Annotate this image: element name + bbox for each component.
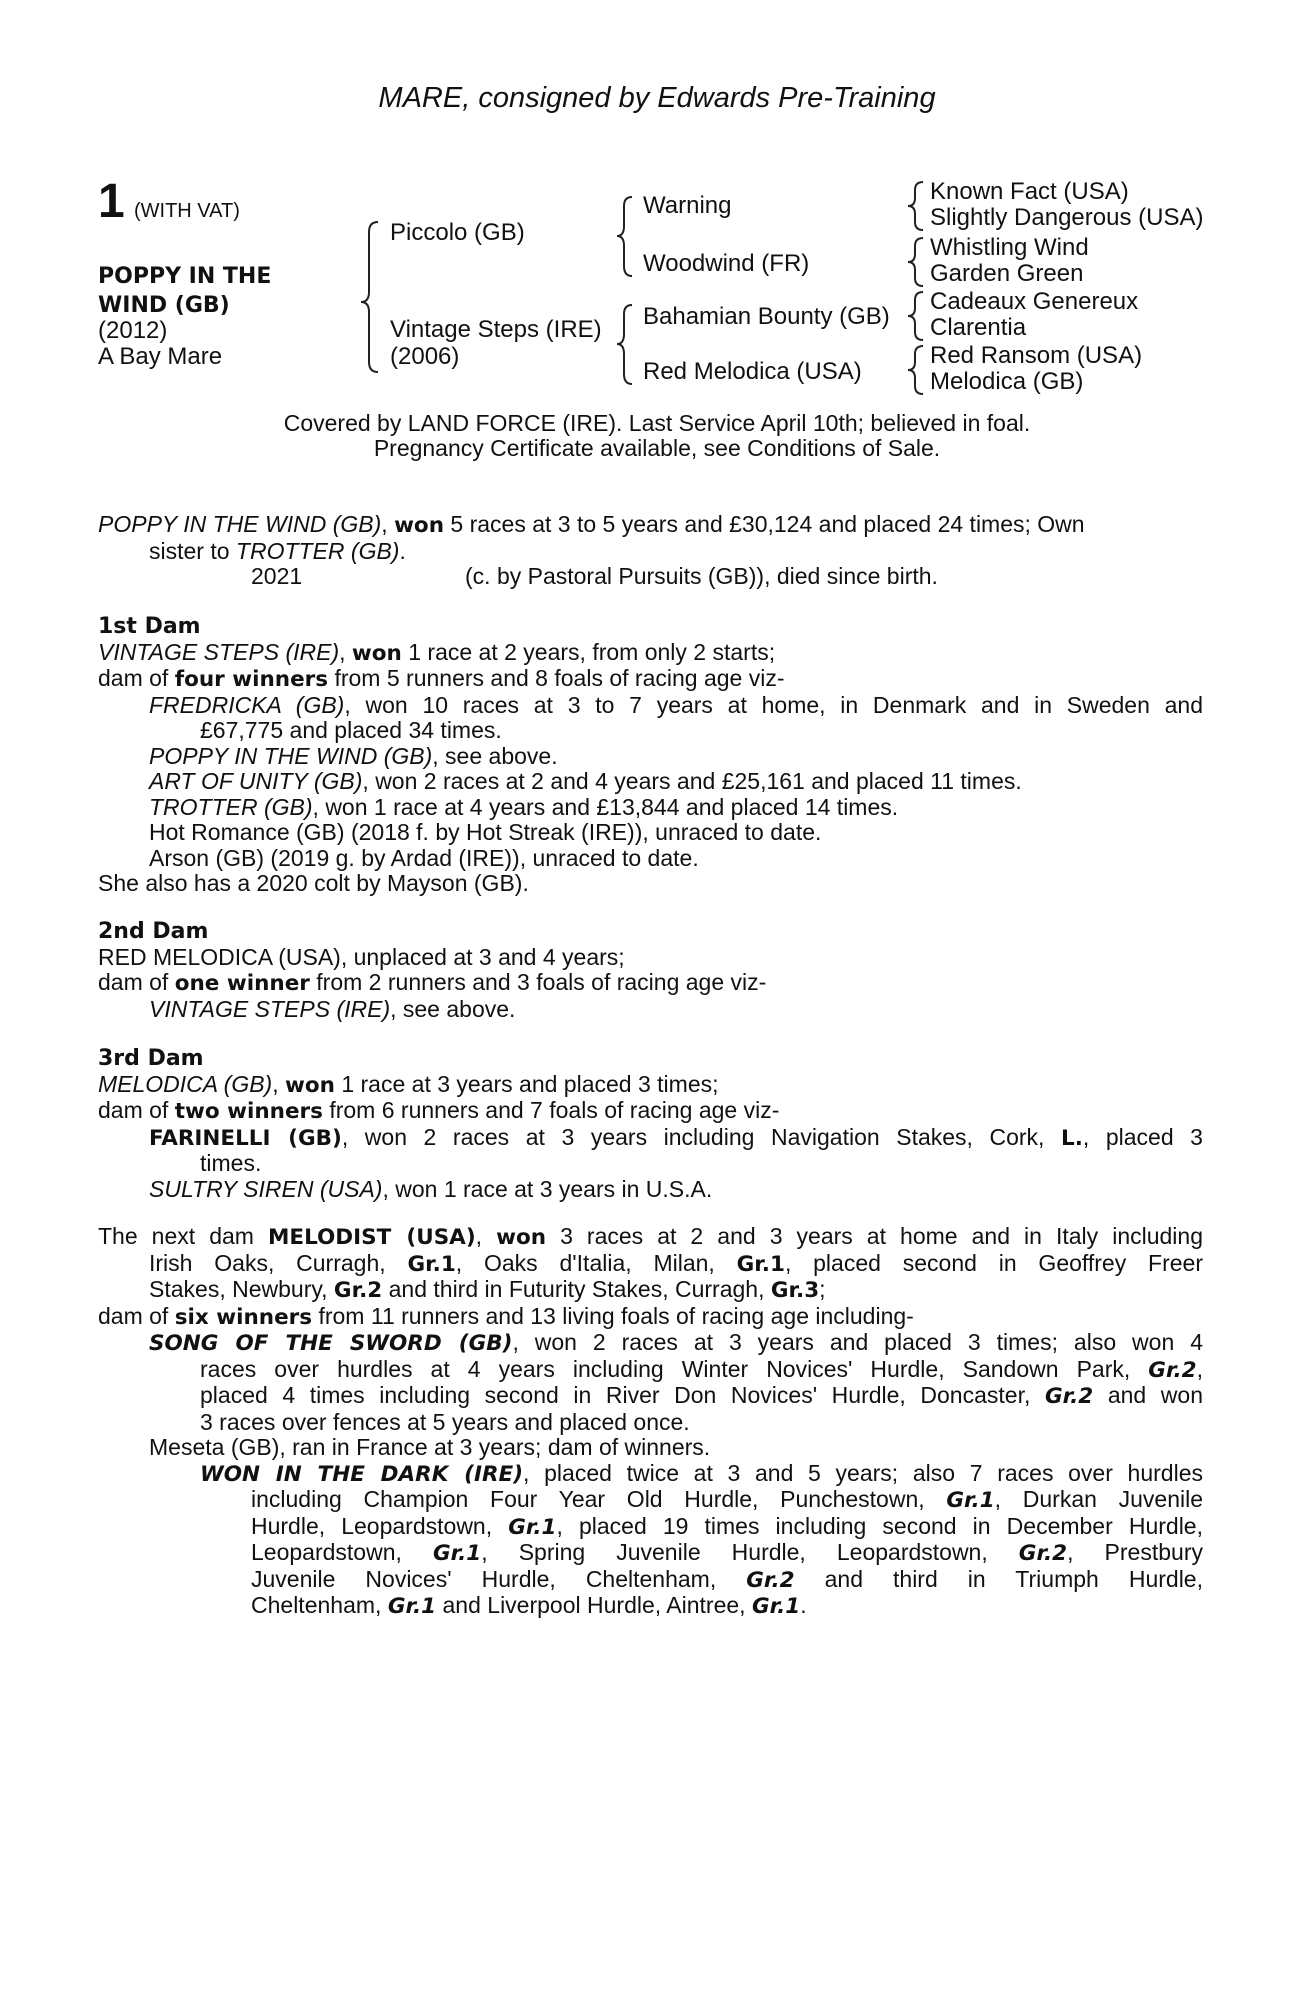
pedigree-sire: Piccolo (GB) (390, 219, 525, 246)
progeny-fredricka-text: , won 10 races at 3 to 7 years at home, in Denmark and in Sweden and (344, 691, 1203, 718)
group-label: Gr.1 (387, 1594, 437, 1619)
pedigree-dam-year: (2006) (390, 343, 460, 370)
progeny-farinelli-text: , won 2 races at 3 years including Navigation Stakes, Cork, (341, 1123, 1062, 1150)
song-text1: , won 2 races at 3 years and placed 3 times; also won 4 (512, 1329, 1203, 1355)
pedigree-sss: Known Fact (USA) (930, 178, 1129, 205)
progeny-arson: Arson (GB) (2019 g. by Ardad (IRE)), unraced to date. (149, 844, 699, 871)
won-text4a: Leopardstown, (251, 1539, 433, 1565)
pedigree-dds: Red Ransom (USA) (930, 342, 1143, 369)
pedigree-dam: Vintage Steps (IRE) (390, 316, 602, 343)
song-text3a: placed 4 times including second in River Don Novices' Hurdle, Doncaster, (200, 1382, 1045, 1408)
intro-sister-label: sister to (149, 537, 236, 564)
next-dam-text2b: , Oaks d'Italia, Milan, (455, 1249, 737, 1276)
pedigree-sire-sire: Warning (643, 192, 732, 219)
intro-won: won (394, 513, 445, 538)
pedigree-dss: Cadeaux Genereux (930, 288, 1139, 315)
progeny-farinelli: FARINELLI (GB) (149, 1125, 342, 1151)
covered-line1: Covered by LAND FORCE (IRE). Last Service April 10th; believed in foal. (283, 410, 1031, 436)
won-text1: , placed twice at 3 and 5 years; also 7 races over hurdles (523, 1459, 1203, 1486)
intro-horse-name: POPPY IN THE WIND (GB) (98, 511, 382, 537)
horse-year: (2012) (98, 317, 168, 344)
next-dam-text2a: Irish Oaks, Curragh, (149, 1249, 408, 1276)
page-header: MARE, consigned by Edwards Pre-Training (378, 82, 936, 114)
next-dam-name: MELODIST (USA) (267, 1225, 476, 1250)
next-dam-section (98, 1224, 1203, 1620)
song-text4: 3 races over fences at 5 years and placed once. (200, 1408, 690, 1435)
next-dam-text3b: and third in Futurity Stakes, Curragh, (382, 1276, 771, 1302)
winners-count: two winners (174, 1099, 323, 1124)
third-dam-name: MELODICA (GB) (98, 1070, 273, 1097)
first-dam-name: VINTAGE STEPS (IRE) (98, 638, 340, 665)
progeny-sultry-siren: SULTRY SIREN (USA) (149, 1175, 383, 1202)
first-dam-won: won (351, 640, 402, 666)
intro-paragraph: POPPY IN THE WIND (GB), won 5 races at 3 to 5 years and £30,124 and placed 24 times; Own sister to TROTTER (GB). 2021 (c. by Pastoral Pursuits (GB)), died since birth. (98, 511, 1085, 589)
dam-of-text: from 5 runners and 8 foals of racing age viz- (328, 665, 785, 691)
progeny-trotter-text: , won 1 race at 4 years and £13,844 and placed 14 times. (312, 793, 899, 820)
pedigree-sds: Whistling Wind (930, 234, 1089, 261)
group-label: Gr.1 (751, 1594, 801, 1619)
next-dam-text: 3 races at 2 and 3 years at home and in Italy including (546, 1223, 1203, 1249)
progeny-farinelli-text2: , placed 3 (1082, 1123, 1203, 1150)
progeny-fredricka-text2: £67,775 and placed 34 times. (200, 717, 502, 743)
pedigree-dsd: Clarentia (930, 314, 1027, 341)
won-text5b: and third in Triumph Hurdle, (794, 1565, 1203, 1592)
progeny-poppy-text: , see above. (432, 742, 558, 769)
won-text4c: , Prestbury (1067, 1539, 1203, 1565)
next-dam-text3a: Stakes, Newbury, (149, 1276, 334, 1302)
second-dam-line: RED MELODICA (USA), unplaced at 3 and 4 years; (98, 943, 625, 970)
progeny-won-in-the-dark: WON IN THE DARK (IRE) (200, 1461, 524, 1487)
second-dam-section (98, 919, 1203, 1022)
progeny-vintage-text: , see above. (390, 995, 516, 1022)
song-text2a: races over hurdles at 4 years including Winter Novices' Hurdle, Sandown Park, (200, 1355, 1149, 1382)
dam-of-text: from 6 runners and 7 foals of racing age viz- (322, 1097, 780, 1123)
progeny-vintage: VINTAGE STEPS (IRE) (149, 995, 391, 1022)
horse-name-line2: WIND (GB) (98, 293, 230, 318)
second-dam-heading: 2nd Dam (98, 919, 209, 944)
won-text5a: Juvenile Novices' Hurdle, Cheltenham, (251, 1565, 747, 1592)
progeny-poppy: POPPY IN THE WIND (GB) (149, 742, 433, 769)
horse-name-line1: POPPY IN THE (98, 264, 272, 289)
progeny-sultry-text: , won 1 race at 3 years in U.S.A. (382, 1175, 713, 1202)
won-text2a: including Champion Four Year Old Hurdle, Punchestown, (251, 1486, 947, 1512)
intro-period: . (399, 537, 406, 564)
won-text3a: Hurdle, Leopardstown, (251, 1512, 509, 1539)
group-label: Gr.1 (432, 1541, 482, 1566)
winners-count: six winners (174, 1304, 313, 1330)
dam-of-text: from 11 runners and 13 living foals of racing age including- (312, 1302, 914, 1329)
progeny-hot-romance: Hot Romance (GB) (2018 f. by Hot Streak (IRE)), unraced to date. (149, 819, 822, 845)
horse-description: A Bay Mare (98, 343, 223, 370)
next-dam-label: The next dam (98, 1223, 268, 1249)
dam-of-label: dam of (98, 665, 175, 691)
song-text2b: , (1196, 1355, 1203, 1382)
group-label: Gr.2 (1148, 1357, 1197, 1383)
won-text4b: , Spring Juvenile Hurdle, Leopardstown, (481, 1539, 1019, 1565)
third-dam-won: won (285, 1072, 335, 1098)
won-text6b: and Liverpool Hurdle, Aintree, (436, 1592, 752, 1618)
first-dam-heading: 1st Dam (98, 614, 201, 639)
pedigree-dam-sire: Bahamian Bounty (GB) (643, 303, 890, 330)
dam-of-label: dam of (98, 1097, 175, 1123)
won-text6c: . (800, 1592, 807, 1618)
first-dam-section: 1st Dam VINTAGE STEPS (IRE), won 1 race at 2 years, from only 2 starts; dam of four winners from 5 runners and 8 foals of racing age viz- FREDRICKA (GB), won 10 races at 3 to 7 years at home, in Denmark and in Sweden and £67,775 and placed 34 times. POPPY IN THE WIND (GB), see above. ART OF UNITY (GB), won 2 races at 2 and 4 years and £25,161 and placed 11 times. TROTTER (GB), won 1 race at 4 years and £13,844 and placed 14 times. Hot Romance (GB) (2018 f. by Hot Streak (IRE)), unraced to date. Arson (GB) (2019 g. by Ardad (IRE)), unraced to date. She also has a 2020 colt by Mayson (GB). (98, 614, 1203, 896)
dam-of-label: dam of (98, 969, 175, 995)
dam-of-text: from 2 runners and 3 foals of racing age viz- (309, 969, 767, 995)
progeny-trotter: TROTTER (GB) (149, 793, 313, 820)
group-label: Gr.3 (770, 1278, 820, 1303)
pedigree-dam-dam: Red Melodica (USA) (643, 358, 862, 385)
vat-label: (WITH VAT) (134, 200, 240, 222)
third-dam-section: 3rd Dam MELODICA (GB), won 1 race at 3 years and placed 3 times; dam of two winners from 6 runners and 7 foals of racing age viz- FARINELLI (GB), won 2 races at 3 years including Navigation Stakes, Cork, L., placed 3 times. SULTRY SIREN (USA), won 1 race at 3 years in U.S.A. (98, 1046, 1203, 1202)
first-dam-text: 1 race at 2 years, from only 2 starts; (401, 638, 776, 665)
winners-count: one winner (174, 971, 310, 996)
third-dam-text: 1 race at 3 years and placed 3 times; (334, 1070, 719, 1097)
group-label: Gr.2 (746, 1567, 795, 1593)
progeny-farinelli-text3: times. (200, 1150, 262, 1176)
group-label: Gr.1 (946, 1488, 995, 1513)
intro-sister-name: TROTTER (GB) (235, 537, 400, 564)
won-text3b: , placed 19 times including second in December Hurdle, (556, 1512, 1203, 1539)
group-label: Gr.2 (1044, 1384, 1094, 1409)
winners-count: four winners (174, 667, 329, 692)
progeny-art-of-unity: ART OF UNITY (GB) (149, 768, 363, 794)
listed-label: L. (1061, 1125, 1083, 1151)
progeny-song-of-the-sword: SONG OF THE SWORD (GB) (149, 1331, 513, 1356)
third-dam-heading: 3rd Dam (98, 1046, 204, 1071)
pedigree-ddd: Melodica (GB) (930, 368, 1084, 395)
group-label: Gr.2 (1018, 1541, 1068, 1566)
progeny-meseta: Meseta (GB), ran in France at 3 years; dam of winners. (149, 1434, 711, 1460)
pedigree-ssd: Slightly Dangerous (USA) (930, 204, 1204, 231)
group-label: Gr.1 (407, 1251, 456, 1277)
group-label: Gr.1 (508, 1514, 557, 1540)
progeny-art-text: , won 2 races at 2 and 4 years and £25,161 and placed 11 times. (362, 768, 1022, 794)
won-text2b: , Durkan Juvenile (994, 1486, 1203, 1512)
won-text6a: Cheltenham, (251, 1592, 388, 1618)
song-text3b: and won (1093, 1382, 1204, 1408)
foal-year: 2021 (251, 563, 303, 589)
group-label: Gr.1 (736, 1251, 785, 1277)
next-dam-text2c: , placed second in Geoffrey Freer (784, 1249, 1203, 1276)
lot-number: 1 (98, 175, 125, 228)
group-label: Gr.2 (333, 1278, 383, 1303)
pedigree-sire-dam: Woodwind (FR) (643, 250, 810, 277)
comma: , (475, 1223, 497, 1249)
intro-text: 5 races at 3 to 5 years and £30,124 and placed 24 times; Own (444, 511, 1085, 537)
next-dam-text3c: ; (819, 1276, 826, 1302)
foal-detail: (c. by Pastoral Pursuits (GB)), died since birth. (465, 563, 938, 589)
next-dam-won: won (496, 1225, 547, 1250)
pedigree-sdd: Garden Green (930, 260, 1084, 287)
progeny-fredricka: FREDRICKA (GB) (149, 691, 345, 718)
progeny-colt: She also has a 2020 colt by Mayson (GB). (98, 870, 529, 896)
dam-of-label: dam of (98, 1302, 175, 1329)
covered-line2: Pregnancy Certificate available, see Conditions of Sale. (373, 435, 941, 461)
